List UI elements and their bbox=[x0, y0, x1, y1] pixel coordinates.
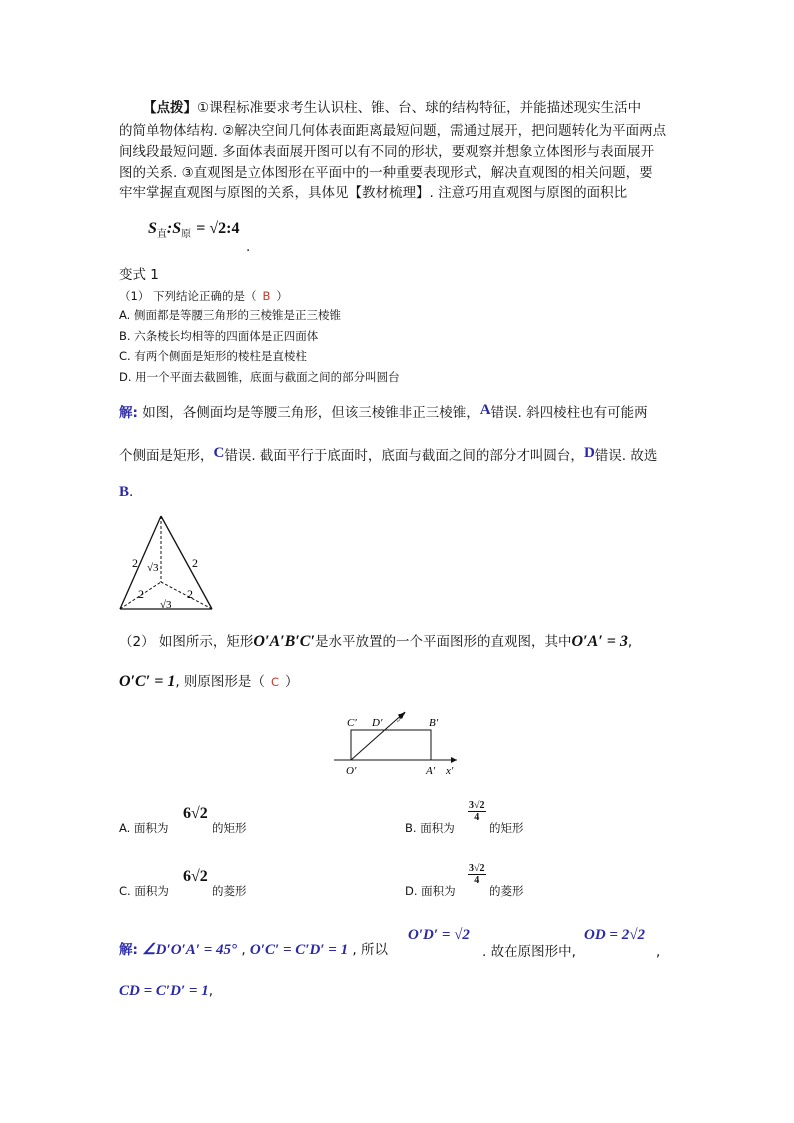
q1-solution-line-1: 解: 如图，各侧面均是等腰三角形，但该三棱锥非正三棱锥，A错误. 斜四棱柱也有可能两 bbox=[119, 402, 648, 421]
tip-line-5: 牢牢掌握直观图与原图的关系，具体见【教材梳理】. 注意巧用直观图与原图的面积比 bbox=[119, 185, 628, 201]
q2-solution-text-2: . 故在原图形中, bbox=[482, 944, 576, 960]
formula-dot: . bbox=[246, 239, 251, 255]
q2-solution-line-2: CD = C′D′ = 1, bbox=[119, 983, 214, 999]
variant-title: 变式 1 bbox=[119, 267, 159, 283]
q2-option-a-prefix: A. 面积为 bbox=[119, 821, 169, 835]
tip-line-4: 图的关系. ③直观图是立体图形在平面中的一种重要表现形式，解决直观图的相关问题，要 bbox=[119, 165, 653, 181]
rectangle-oabc bbox=[351, 730, 431, 760]
q2-option-c-prefix: C. 面积为 bbox=[119, 884, 169, 898]
q2-option-c-value: 6√2 bbox=[183, 868, 208, 885]
label-sqrt3-bottom: √3 bbox=[160, 599, 172, 611]
q1-answer: B bbox=[262, 289, 271, 303]
solution-label-2: 解: bbox=[119, 942, 138, 958]
q2-solution-eq3: OD = 2√2 bbox=[584, 927, 645, 943]
q2-option-b-prefix: B. 面积为 bbox=[405, 821, 455, 835]
q1-solution-line-2: 个侧面是矩形，C错误. 截面平行于底面时，底面与截面之间的部分才叫圆台，D错误. 故选 bbox=[119, 445, 658, 464]
tip-label: 【点拨】 bbox=[143, 100, 197, 116]
q2-option-b-suffix: 的矩形 bbox=[489, 821, 524, 835]
q1-solution-line-3: B. bbox=[119, 484, 134, 500]
label-a: A′ bbox=[426, 765, 436, 777]
q2-solution-line-1: 解: ∠D′O′A′ = 45° , O′C′ = C′D′ = 1 , 所以 bbox=[119, 942, 388, 958]
tip-line-1: 【点拨】①课程标准要求考生认识柱、锥、台、球的结构特征，并能描述现实生活中 bbox=[143, 100, 642, 116]
label-x: x′ bbox=[446, 765, 454, 777]
q2-option-d-prefix: D. 面积为 bbox=[405, 884, 456, 898]
q1-stem: （1） 下列结论正确的是（ B ） bbox=[119, 289, 288, 303]
tip-line-2: 的简单物体结构. ②解决空间几何体表面距离最短问题，需通过展开，把问题转化为平面两点 bbox=[119, 123, 667, 139]
q2-solution-eq2: O′D′ = √2 bbox=[408, 927, 470, 943]
q2-stem-line-2: O′C′ = 1, 则原图形是（ C ） bbox=[119, 673, 299, 690]
label-hidden-right: 2 bbox=[187, 587, 193, 601]
tip-line-3: 间线段最短问题. 多面体表面展开图可以有不同的形状，要观察并想象立体图形与表面展开 bbox=[119, 144, 655, 160]
label-d: D′ bbox=[372, 717, 383, 729]
q2-option-a-value: 6√2 bbox=[183, 805, 208, 822]
area-ratio-formula: $S_直:S_原$ = √2:4 bbox=[148, 220, 240, 240]
q2-option-d-fraction: $\frac{3√2}{4}$ bbox=[469, 863, 485, 886]
x-axis-arrow bbox=[451, 757, 457, 763]
label-right-edge: 2 bbox=[192, 556, 198, 570]
label-sqrt3-upper: √3 bbox=[147, 562, 159, 574]
q2-answer: C bbox=[270, 675, 279, 689]
q2-stem-line-1: （2） 如图所示，矩形O′A′B′C′是水平放置的一个平面图形的直观图，其中O′A′ = 3, bbox=[119, 633, 633, 650]
tetrahedron-figure bbox=[115, 512, 220, 614]
q2-solution-comma: , bbox=[656, 944, 661, 960]
q1-option-a: A. 侧面都是等腰三角形的三棱锥是正三棱锥 bbox=[119, 308, 341, 322]
q1-option-b: B. 六条棱长均相等的四面体是正四面体 bbox=[119, 329, 319, 343]
intuitive-drawing-figure bbox=[332, 708, 462, 778]
q2-option-c-suffix: 的菱形 bbox=[212, 884, 247, 898]
label-left-edge: 2 bbox=[132, 556, 138, 570]
label-b: B′ bbox=[429, 717, 439, 729]
label-y: y′ bbox=[398, 710, 406, 722]
q1-option-c: C. 有两个侧面是矩形的棱柱是直棱柱 bbox=[119, 349, 307, 363]
solution-label: 解: bbox=[119, 405, 138, 421]
label-c: C′ bbox=[347, 717, 357, 729]
q2-option-b-fraction: $\frac{3√2}{4}$ bbox=[469, 800, 485, 823]
q1-option-d: D. 用一个平面去截圆锥，底面与截面之间的部分叫圆台 bbox=[119, 370, 400, 384]
q2-option-d-suffix: 的菱形 bbox=[489, 884, 524, 898]
q2-option-a-suffix: 的矩形 bbox=[212, 821, 247, 835]
label-o: O′ bbox=[346, 765, 357, 777]
label-hidden-left: 2 bbox=[138, 587, 144, 601]
